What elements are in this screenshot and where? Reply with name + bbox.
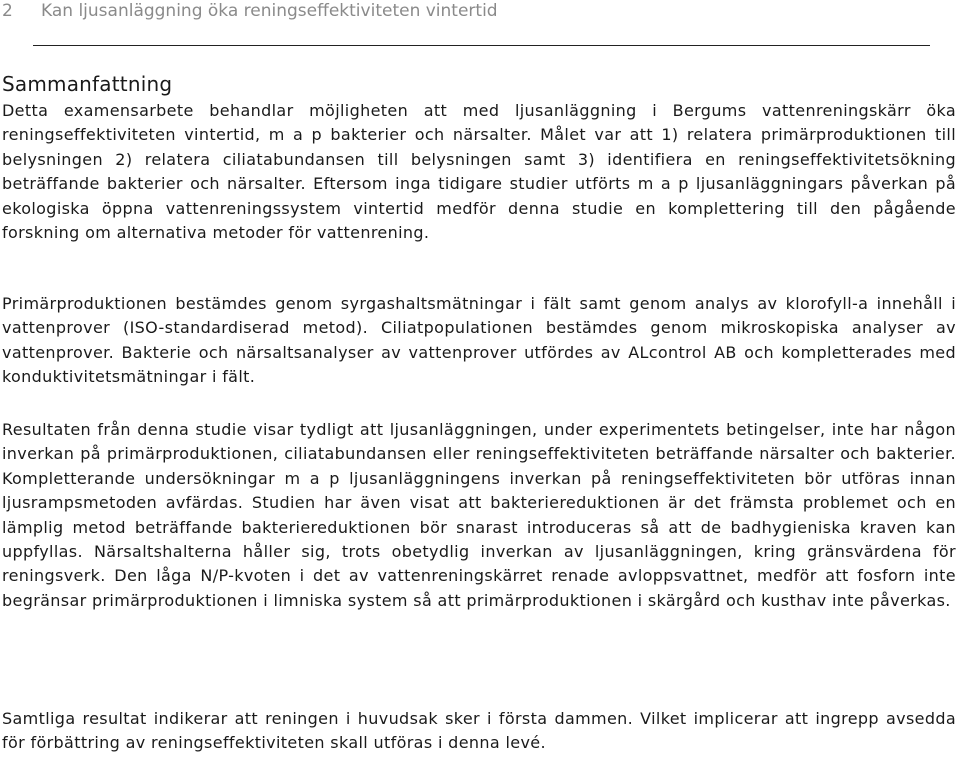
summary-paragraph-1: Detta examensarbete behandlar möjligheten att med ljusanläggning i Bergums vattenreningskärr öka reningseffektiviteten vintertid, m a p bakterier och närsalter. Målet var att 1) relatera primärproduktionen till belysningen 2) relatera ciliatabundansen till belysningen samt 3) identifiera en reningseffektivitetsökning beträffande bakterier och närsalter. Eftersom inga tidigare studier utförts m a p ljusanläggningars påverkan på ekologiska öppna vattenreningssystem vintertid medför denna studie en komplettering till den pågående forskning om alternativa metoder för vattenrening. — [2, 101, 956, 243]
running-header — [0, 0, 960, 30]
summary-paragraph-3: Resultaten från denna studie visar tydligt att ljusanläggningen, under experimentets betingelser, inte har någon inverkan på primärproduktionen, ciliatabundansen eller reningseffektiviteten beträffande närsalter och bakterier. Kompletterande undersökningar m a p ljusanläggningens inverkan på reningseffektiviteten bör utföras innan ljusrampsmetoden avfärdas. Studien har även visat att bakteriereduktionen är det främsta problemet och en lämplig metod beträffande bakteriereduktionen bör snarast introduceras så att de badhygieniska kraven kan uppfyllas. Närsaltshalterna håller sig, trots obetydlig inverkan av ljusanläggningen, kring gränsvärdena för reningsverk. Den låga N/P-kvoten i det av vattenreningskärret renade avloppsvattnet, medför att fosforn inte begränsar primärproduktionen i limniska system så att primärproduktionen i skärgård och kusthav inte påverkas. — [2, 420, 956, 610]
section-heading: Sammanfattning — [2, 72, 173, 96]
page-number: 2 — [2, 1, 13, 21]
summary-paragraph-4: Samtliga resultat indikerar att reningen i huvudsak sker i första dammen. Vilket implicerar att ingrepp avsedda för förbättring av reningseffektiviteten skall utföras i denna levé. — [2, 709, 956, 753]
running-title: Kan ljusanläggning öka reningseffektiviteten vintertid — [41, 1, 498, 21]
header-divider — [33, 45, 930, 46]
summary-paragraph-2: Primärproduktionen bestämdes genom syrgashaltsmätningar i fält samt genom analys av klorofyll-a innehåll i vattenprover (ISO-standardiserad metod). Ciliatpopulationen bestämdes genom mikroskopiska analyser av vattenprover. Bakterie och närsaltsanalyser av vattenprover utfördes av ALcontrol AB och kompletterades med konduktivitetsmätningar i fält. — [2, 294, 956, 387]
